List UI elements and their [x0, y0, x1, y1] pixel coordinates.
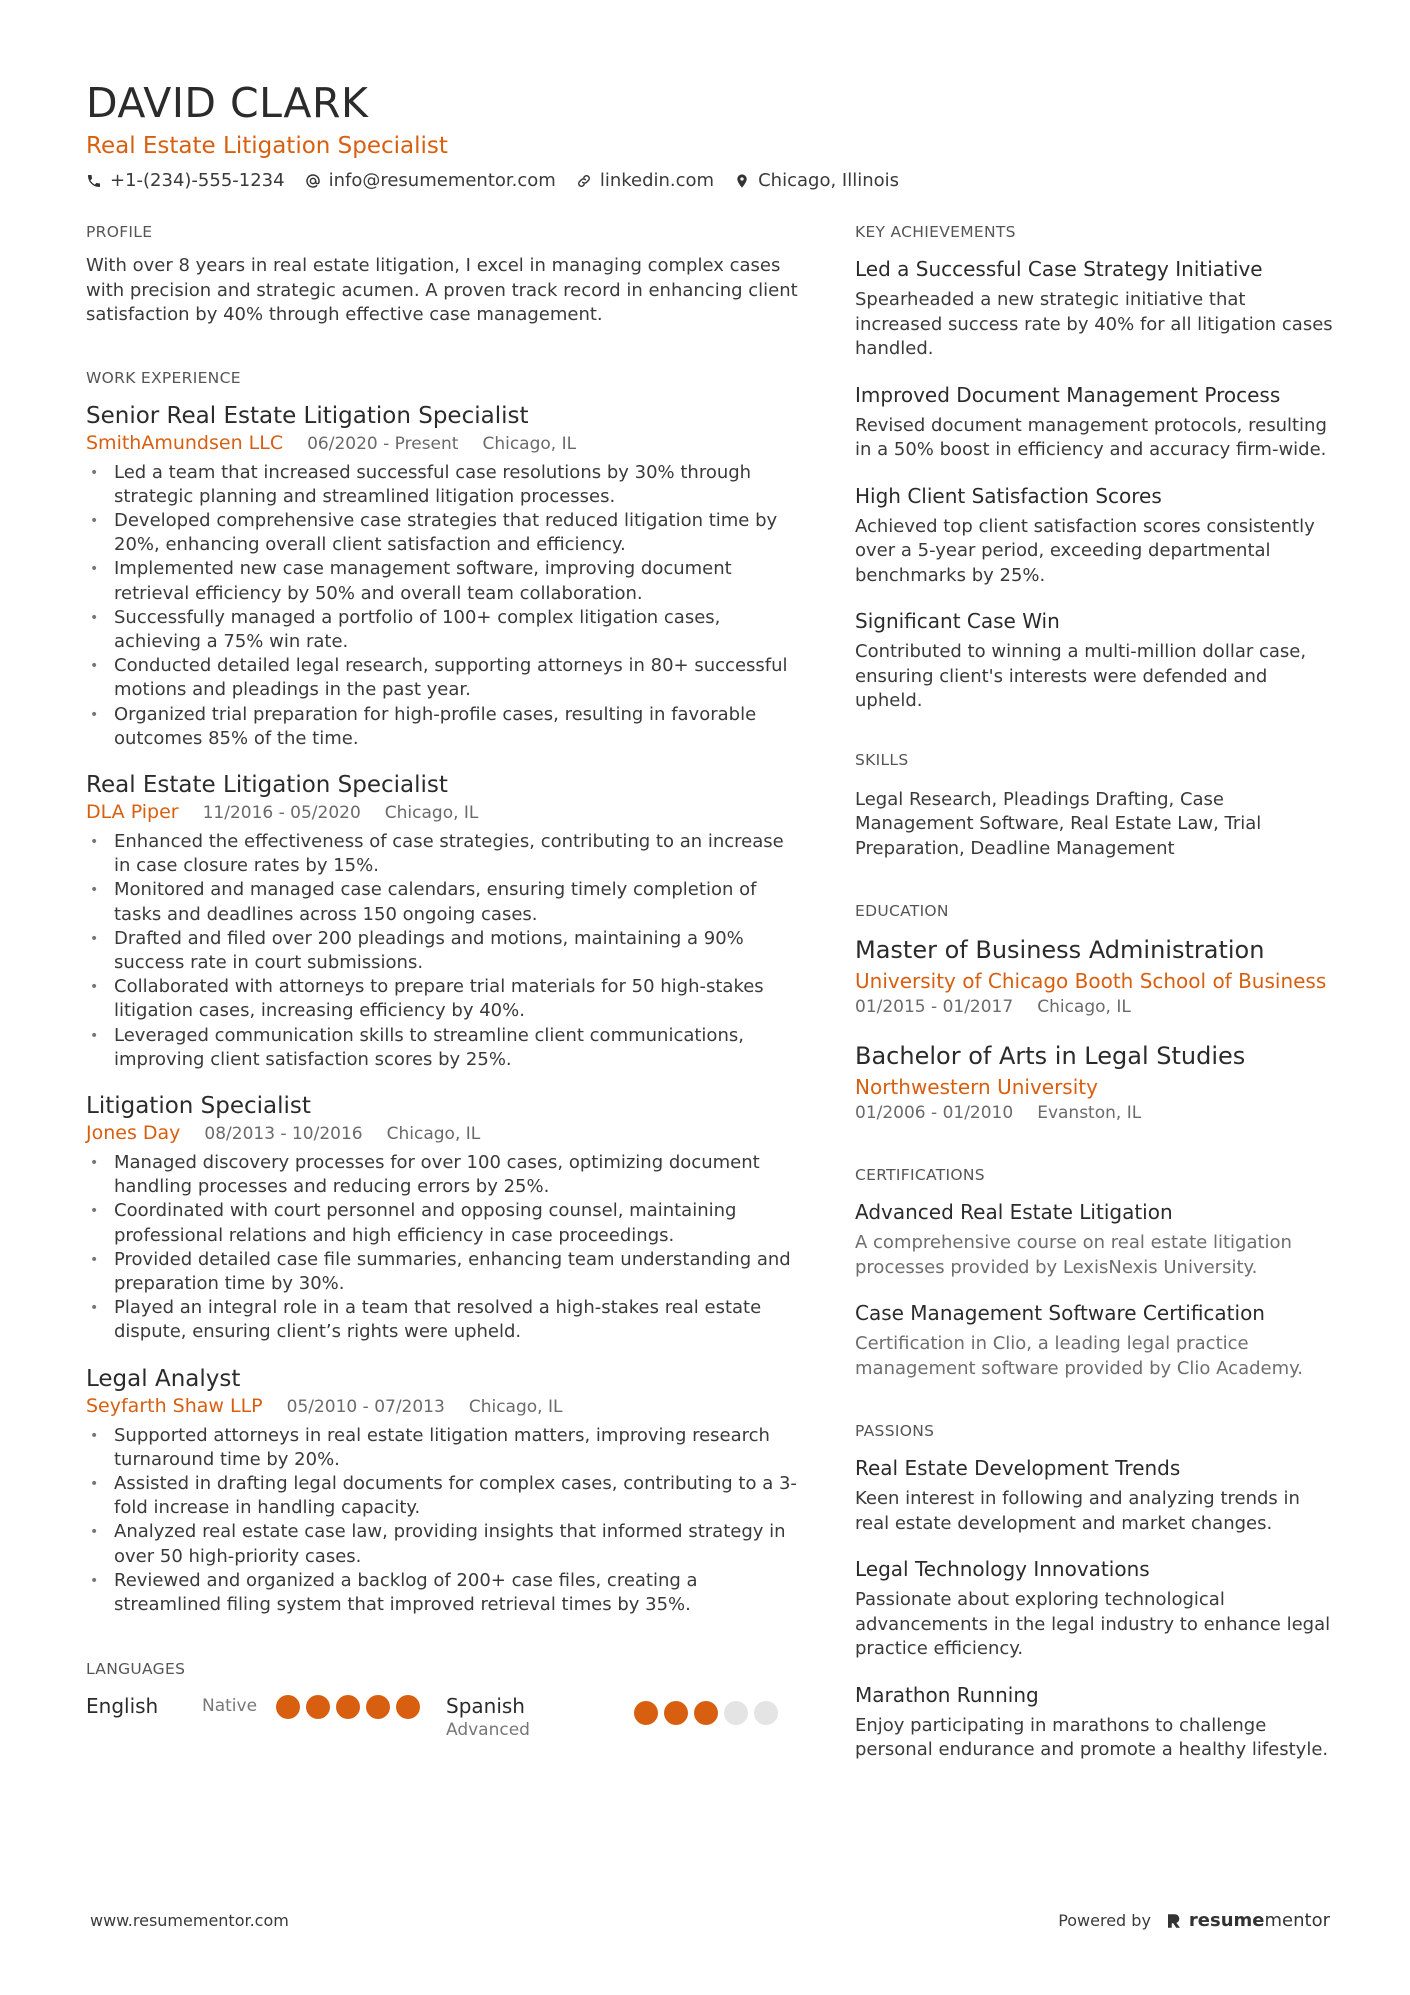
rating-dot-filled	[664, 1701, 688, 1725]
skills-heading: SKILLS	[855, 750, 909, 769]
resume-header	[86, 80, 1326, 193]
job-company: Jones Day	[86, 1121, 181, 1144]
achievement-title: Significant Case Win	[855, 609, 1060, 633]
job-entry	[86, 771, 798, 1072]
education-heading: EDUCATION	[855, 902, 949, 920]
job-bullet: • Drafted and filed over 200 pleadings and motions, maintaining a 90% success rate in court submissions.	[86, 927, 798, 975]
language-name: English	[86, 1694, 159, 1719]
rating-dot-empty	[754, 1701, 778, 1725]
footer-website-link[interactable]: www.resumementor.com	[90, 1911, 289, 1930]
job-bullet: • Assisted in drafting legal documents for complex cases, contributing to a 3-fold increase in handling capacity.	[86, 1472, 798, 1520]
language-item	[446, 1693, 786, 1741]
language-item	[86, 1693, 446, 1741]
passions-heading: PASSIONS	[855, 1422, 935, 1440]
passion-desc: Keen interest in following and analyzing trends in real estate development and market changes.	[855, 1488, 1300, 1534]
job-bullet: • Conducted detailed legal research, supporting attorneys in 80+ successful motions and pleadings in the past year.	[86, 654, 798, 702]
job-bullet: • Coordinated with court personnel and opposing counsel, maintaining professional relations and high efficiency in case proceedings.	[86, 1199, 798, 1247]
education-school: University of Chicago Booth School of Business	[855, 969, 1327, 993]
passion-item	[855, 1682, 1335, 1763]
certifications-heading: CERTIFICATIONS	[855, 1166, 985, 1184]
achievement-text: Achieved top client satisfaction scores consistently over a 5-year period, exceeding departmental benchmarks by 25%.	[855, 515, 1315, 586]
job-bullet: • Analyzed real estate case law, providing insights that informed strategy in over 50 high-priority cases.	[86, 1520, 798, 1568]
job-bullet: • Developed comprehensive case strategies that reduced litigation time by 20%, enhancing overall client satisfaction and efficiency.	[86, 509, 798, 557]
language-level: Native	[202, 1696, 258, 1717]
job-bullets	[86, 1424, 798, 1618]
languages-list	[86, 1693, 798, 1741]
job-bullet: • Played an integral role in a team that resolved a high-stakes real estate dispute, ensuring client’s rights were upheld.	[86, 1296, 798, 1344]
right-column	[855, 222, 1335, 1763]
job-company: DLA Piper	[86, 800, 179, 823]
certification-name: Case Management Software Certification	[855, 1301, 1265, 1325]
profile-text: With over 8 years in real estate litigation, I excel in managing complex cases with precision and strategic acumen. A proven track record in enhancing client satisfaction by 40% through effective case management.	[86, 255, 798, 325]
languages-heading: LANGUAGES	[86, 1660, 186, 1679]
job-entry	[86, 1092, 798, 1345]
job-location: Chicago, IL	[384, 802, 479, 823]
job-title: Real Estate Litigation Specialist	[86, 771, 448, 798]
education-dates: 01/2006 - 01/2010	[855, 1103, 1014, 1123]
contact-linkedin[interactable]	[576, 169, 714, 193]
at-icon	[305, 173, 321, 189]
work-heading: WORK EXPERIENCE	[86, 368, 241, 387]
job-meta	[86, 432, 798, 456]
passion-desc: Enjoy participating in marathons to challenge personal endurance and promote a healthy lifestyle.	[855, 1714, 1329, 1760]
job-bullet: • Led a team that increased successful case resolutions by 30% through strategic planning and streamlined litigation processes.	[86, 461, 798, 509]
certification-desc: A comprehensive course on real estate litigation processes provided by LexisNexis University.	[855, 1232, 1292, 1278]
achievement-item	[855, 382, 1335, 463]
job-bullet: • Supported attorneys in real estate litigation matters, improving research turnaround time by 20%.	[86, 1424, 798, 1472]
passion-name: Marathon Running	[855, 1682, 1039, 1707]
job-bullets	[86, 1151, 798, 1345]
phone-icon	[86, 173, 102, 189]
resumementor-logo-icon	[1165, 1912, 1183, 1930]
job-location: Chicago, IL	[482, 433, 577, 454]
job-bullets	[86, 461, 798, 751]
candidate-name: DAVID CLARK	[86, 79, 369, 127]
page-footer	[90, 1910, 1330, 1931]
job-location: Chicago, IL	[386, 1123, 481, 1144]
education-location: Chicago, IL	[1037, 997, 1131, 1017]
certification-desc: Certification in Clio, a leading legal practice management software provided by Clio Academy.	[855, 1333, 1303, 1379]
powered-by	[1058, 1910, 1330, 1931]
brand-logo[interactable]	[1165, 1910, 1330, 1931]
job-meta	[86, 1395, 798, 1419]
job-bullet: • Implemented new case management software, improving document retrieval efficiency by 50% and overall team collaboration.	[86, 557, 798, 605]
certification-name: Advanced Real Estate Litigation	[855, 1200, 1173, 1224]
location-text: Chicago, Illinois	[758, 170, 900, 191]
job-dates: 08/2013 - 10/2016	[204, 1123, 363, 1144]
job-bullet: • Leveraged communication skills to streamline client communications, improving client satisfaction scores by 25%.	[86, 1024, 798, 1072]
achievement-title: Led a Successful Case Strategy Initiative	[855, 257, 1263, 281]
certification-item	[855, 1300, 1335, 1381]
job-dates: 05/2010 - 07/2013	[286, 1396, 445, 1417]
rating-dot-empty	[724, 1701, 748, 1725]
passion-name: Legal Technology Innovations	[855, 1557, 1150, 1581]
job-title: Senior Real Estate Litigation Specialist	[86, 402, 529, 429]
email-text: info@resumementor.com	[328, 170, 556, 191]
contact-location	[734, 169, 899, 193]
rating-dot-filled	[306, 1695, 330, 1719]
achievement-item	[855, 483, 1335, 589]
job-bullet: • Managed discovery processes for over 100 cases, optimizing document handling processes and reducing errors by 25%.	[86, 1151, 798, 1199]
education-item	[855, 1041, 1335, 1125]
passion-item	[855, 1556, 1335, 1662]
job-meta	[86, 801, 798, 825]
powered-by-label: Powered by	[1058, 1911, 1151, 1930]
contact-email[interactable]	[305, 169, 556, 193]
phone-text: +1-(234)-555-1234	[110, 170, 285, 191]
job-bullet: • Provided detailed case file summaries, enhancing team understanding and preparation time by 30%.	[86, 1248, 798, 1296]
rating-dot-filled	[336, 1695, 360, 1719]
education-school: Northwestern University	[855, 1075, 1098, 1099]
rating-dot-filled	[396, 1695, 420, 1719]
language-rating	[276, 1695, 420, 1719]
link-icon	[576, 173, 592, 189]
achievement-title: Improved Document Management Process	[855, 382, 1281, 407]
job-bullets	[86, 830, 798, 1072]
language-level: Advanced	[446, 1720, 530, 1741]
job-bullet: • Enhanced the effectiveness of case strategies, contributing to an increase in case closure rates by 15%.	[86, 830, 798, 878]
education-dates: 01/2015 - 01/2017	[855, 997, 1014, 1017]
job-dates: 06/2020 - Present	[307, 433, 459, 454]
candidate-title: Real Estate Litigation Specialist	[86, 133, 448, 159]
job-title: Legal Analyst	[86, 1365, 241, 1392]
job-bullet: • Collaborated with attorneys to prepare trial materials for 50 high-stakes litigation cases, increasing efficiency by 40%.	[86, 975, 798, 1023]
achievement-item	[855, 608, 1335, 714]
job-title: Litigation Specialist	[86, 1092, 311, 1119]
job-bullet: • Reviewed and organized a backlog of 200+ case files, creating a streamlined filing system that improved retrieval times by 35%.	[86, 1569, 798, 1617]
language-rating	[634, 1701, 778, 1725]
rating-dot-filled	[694, 1701, 718, 1725]
location-pin-icon	[734, 173, 750, 189]
linkedin-text: linkedin.com	[599, 170, 715, 191]
education-meta	[855, 1102, 1335, 1125]
job-entry	[86, 402, 798, 751]
skills-text: Legal Research, Pleadings Drafting, Case Management Software, Real Estate Law, Trial Preparation, Deadline Management	[855, 788, 1262, 859]
job-company: SmithAmundsen LLC	[86, 431, 284, 454]
education-item	[855, 935, 1335, 1019]
education-meta	[855, 996, 1335, 1019]
job-bullet: • Successfully managed a portfolio of 100+ complex litigation cases, achieving a 75% win rate.	[86, 606, 798, 654]
job-meta	[86, 1122, 798, 1146]
passion-desc: Passionate about exploring technological advancements in the legal industry to enhance legal practice efficiency.	[855, 1589, 1331, 1659]
brand-name-bold: resume	[1188, 1910, 1265, 1931]
contact-phone[interactable]	[86, 169, 285, 193]
achievement-text: Contributed to winning a multi-million dollar case, ensuring client's interests were defended and upheld.	[855, 641, 1307, 711]
achievement-text: Revised document management protocols, resulting in a 50% boost in efficiency and accuracy firm-wide.	[855, 414, 1327, 460]
brand-name-rest: mentor	[1264, 1910, 1330, 1931]
job-dates: 11/2016 - 05/2020	[202, 802, 361, 823]
education-location: Evanston, IL	[1037, 1103, 1142, 1123]
profile-heading: PROFILE	[86, 223, 153, 241]
passion-item	[855, 1455, 1335, 1536]
job-bullet: • Organized trial preparation for high-profile cases, resulting in favorable outcomes 85% of the time.	[86, 703, 798, 751]
passion-name: Real Estate Development Trends	[855, 1456, 1181, 1480]
job-entry	[86, 1365, 798, 1618]
education-degree: Master of Business Administration	[855, 936, 1265, 964]
left-column	[86, 222, 798, 1741]
language-name: Spanish	[446, 1694, 525, 1719]
achievement-text: Spearheaded a new strategic initiative that increased success rate by 40% for all litigation cases handled.	[855, 289, 1333, 359]
job-company: Seyfarth Shaw LLP	[86, 1394, 263, 1417]
achievements-heading: KEY ACHIEVEMENTS	[855, 223, 1016, 241]
rating-dot-filled	[366, 1695, 390, 1719]
certification-item	[855, 1199, 1335, 1280]
education-degree: Bachelor of Arts in Legal Studies	[855, 1042, 1246, 1070]
rating-dot-filled	[634, 1701, 658, 1725]
job-bullet: • Monitored and managed case calendars, ensuring timely completion of tasks and deadlines across 150 ongoing cases.	[86, 878, 798, 926]
job-location: Chicago, IL	[468, 1396, 563, 1417]
contact-bar	[86, 169, 1326, 193]
achievement-item	[855, 256, 1335, 362]
achievement-title: High Client Satisfaction Scores	[855, 483, 1162, 508]
rating-dot-filled	[276, 1695, 300, 1719]
